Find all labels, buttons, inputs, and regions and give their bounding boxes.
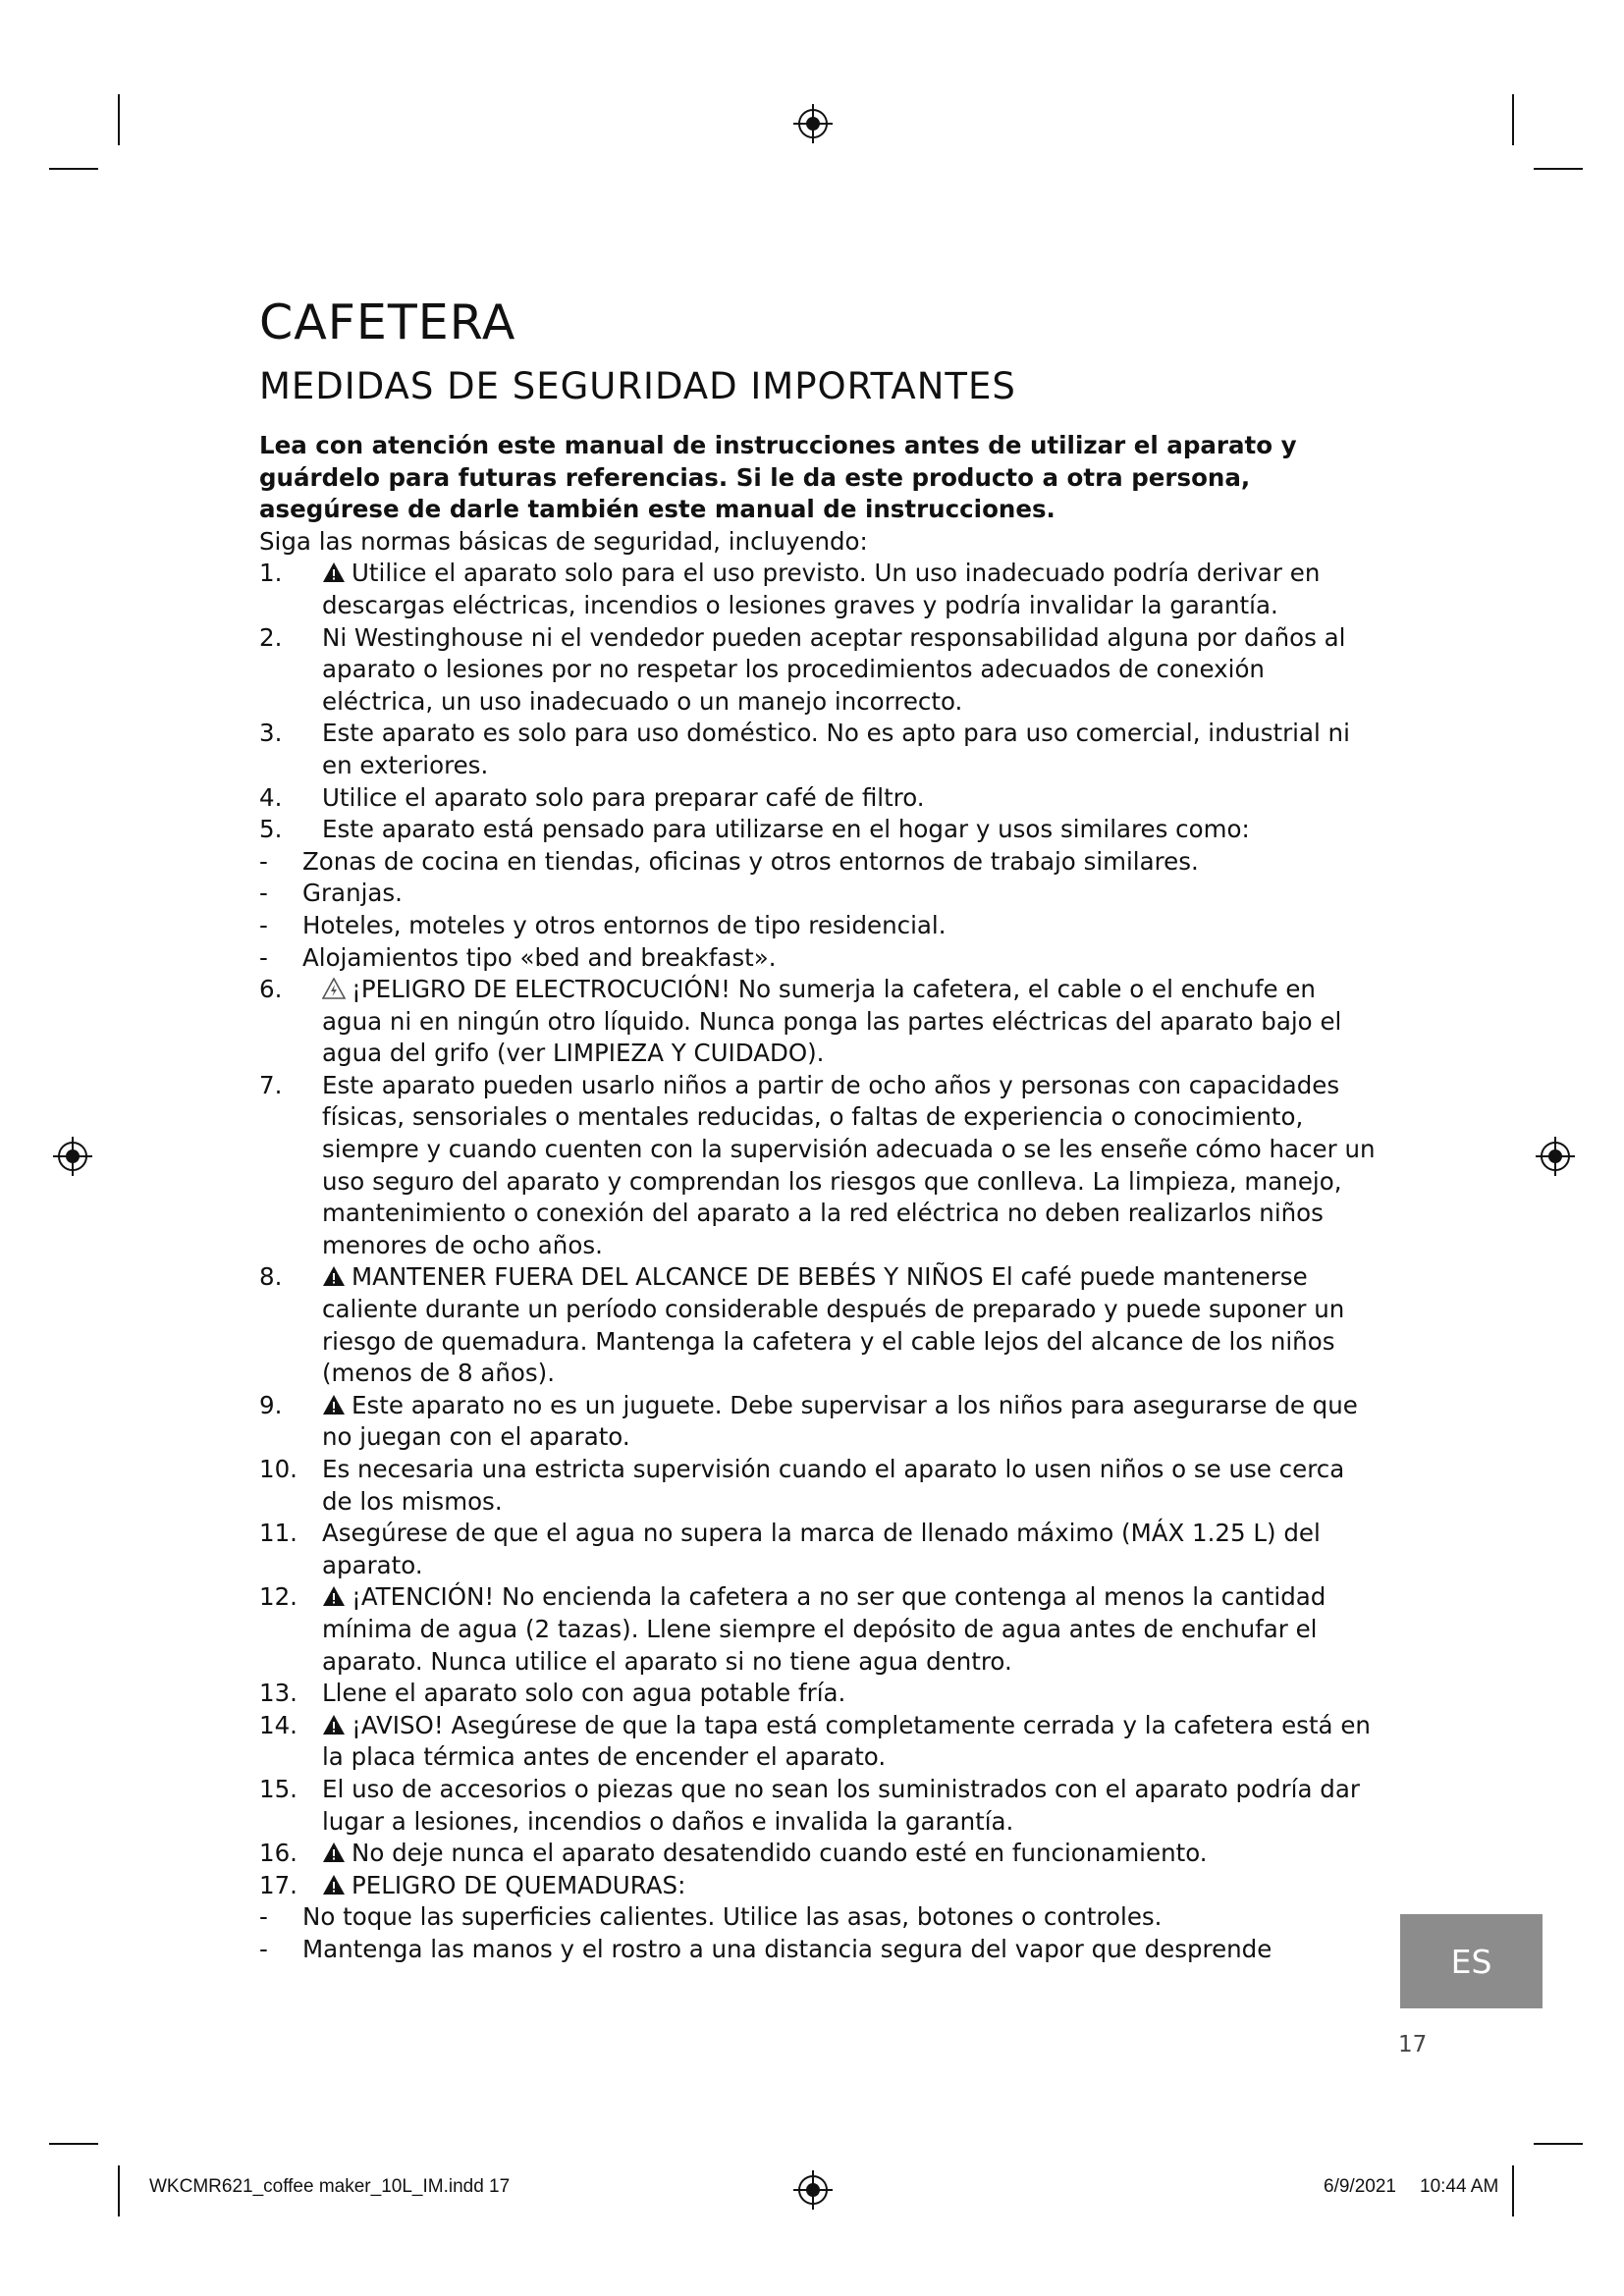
warning-icon bbox=[322, 1714, 346, 1735]
item-number: 12. bbox=[259, 1582, 298, 1612]
item-number: - bbox=[259, 1934, 268, 1963]
warning-icon bbox=[322, 1585, 346, 1607]
page-number: 17 bbox=[1398, 2032, 1428, 2057]
warning-icon bbox=[322, 1842, 346, 1863]
item-text: ¡PELIGRO DE ELECTROCUCIÓN! No sumerja la cafetera, el cable o el enchufe en agua ni en ningún otro líquido. Nunca ponga las partes eléctricas del aparato bajo el agua del grifo (ver LIMPIEZA Y CUIDADO). bbox=[322, 975, 1342, 1068]
item-text: Este aparato pueden usarlo niños a partir de ocho años y personas con capacidades físicas, sensoriales o mentales reducidas, o faltas de experiencia o conocimiento, siempre y cuando cuenten con la supervisión adecuada o se les enseñe cómo hacer un uso seguro del aparato y comprendan los riesgos que conlleva. La limpieza, manejo, mantenimiento o conexión del aparato a la red eléctrica no deben realizarlos niños menores de ocho años. bbox=[322, 1070, 1376, 1259]
bullet-item bbox=[259, 1901, 1379, 1934]
item-number: - bbox=[259, 942, 268, 972]
crop-mark-bottom-right-h bbox=[1534, 2143, 1583, 2145]
safety-list bbox=[259, 558, 1379, 1965]
item-text: No toque las superficies calientes. Utilice las asas, botones o controles. bbox=[302, 1902, 1163, 1932]
item-number: 13. bbox=[259, 1679, 298, 1708]
item-text: El uso de accesorios o piezas que no sean los suministrados con el aparato podría dar lugar a lesiones, incendios o daños e invalida la garantía. bbox=[322, 1774, 1360, 1836]
item-text: Alojamientos tipo «bed and breakfast». bbox=[302, 942, 777, 972]
list-item bbox=[259, 1774, 1379, 1838]
item-number: 1. bbox=[259, 559, 283, 588]
list-item bbox=[259, 814, 1379, 846]
item-number: 9. bbox=[259, 1390, 283, 1419]
item-number: - bbox=[259, 879, 268, 908]
item-text: Llene el aparato solo con agua potable fría. bbox=[322, 1679, 846, 1708]
warning-icon bbox=[322, 1874, 346, 1896]
item-text: Utilice el aparato solo para el uso previsto. Un uso inadecuado podría derivar en descargas eléctricas, incendios o lesiones graves y podría invalidar la garantía. bbox=[322, 559, 1321, 619]
bullet-item bbox=[259, 1934, 1379, 1966]
registration-mark-right-icon bbox=[1536, 1137, 1575, 1176]
crop-mark-top-right-h bbox=[1534, 168, 1583, 170]
list-item bbox=[259, 1678, 1379, 1710]
item-text: Hoteles, moteles y otros entornos de tipo residencial. bbox=[302, 910, 947, 939]
list-item bbox=[259, 558, 1379, 621]
list-item bbox=[259, 718, 1379, 781]
registration-mark-top-icon bbox=[793, 104, 833, 143]
registration-mark-bottom-icon bbox=[793, 2170, 833, 2210]
slug-date: 6/9/2021 bbox=[1324, 2176, 1396, 2197]
item-text: ¡ATENCIÓN! No encienda la cafetera a no ser que contenga al menos la cantidad mínima de agua (2 tazas). Llene siempre el depósito de agua antes de enchufar el aparato. Nunca utilice el aparato si no tiene agua dentro. bbox=[322, 1582, 1326, 1676]
item-number: 6. bbox=[259, 975, 283, 1004]
bullet-item bbox=[259, 846, 1379, 879]
list-item bbox=[259, 1581, 1379, 1678]
page-title: CAFETERA bbox=[259, 294, 516, 350]
item-text: MANTENER FUERA DEL ALCANCE DE BEBÉS Y NIÑOS El café puede mantenerse caliente durante un período considerable después de preparado y puede suponer un riesgo de quemadura. Mantenga la cafetera y el cable lejos del alcance de los niños (menos de 8 años). bbox=[322, 1262, 1345, 1388]
item-number: 11. bbox=[259, 1519, 298, 1548]
item-number: 16. bbox=[259, 1839, 298, 1868]
item-number: - bbox=[259, 910, 268, 939]
item-number: 17. bbox=[259, 1870, 298, 1899]
item-text: Zonas de cocina en tiendas, oficinas y otros entornos de trabajo similares. bbox=[302, 846, 1199, 876]
slug-file: WKCMR621_coffee maker_10L_IM.indd 17 bbox=[149, 2176, 511, 2197]
bullet-item bbox=[259, 878, 1379, 910]
list-item bbox=[259, 1518, 1379, 1581]
list-item bbox=[259, 1454, 1379, 1518]
crop-mark-bottom-left-v bbox=[118, 2165, 120, 2216]
item-number: - bbox=[259, 1902, 268, 1932]
safety-content bbox=[259, 430, 1379, 1966]
item-text: ¡AVISO! Asegúrese de que la tapa está completamente cerrada y la cafetera está en la placa térmica antes de encender el aparato. bbox=[322, 1710, 1371, 1772]
item-text: Ni Westinghouse ni el vendedor pueden aceptar responsabilidad alguna por daños al aparato o lesiones por no respetar los procedimientos adecuados de conexión eléctrica, un uso inadecuado o un manejo incorrecto. bbox=[322, 622, 1346, 716]
section-title: MEDIDAS DE SEGURIDAD IMPORTANTES bbox=[259, 365, 1016, 407]
item-text: Este aparato no es un juguete. Debe supervisar a los niños para asegurarse de que no juegan con el aparato. bbox=[322, 1390, 1358, 1452]
bullet-item bbox=[259, 942, 1379, 975]
list-item bbox=[259, 1838, 1379, 1870]
warning-icon bbox=[322, 1394, 346, 1415]
warning-icon bbox=[322, 1265, 346, 1287]
list-item bbox=[259, 1870, 1379, 1902]
item-number: 10. bbox=[259, 1455, 298, 1483]
crop-mark-top-right-v bbox=[1512, 94, 1514, 145]
item-number: 15. bbox=[259, 1774, 298, 1803]
intro-plain-paragraph: Siga las normas básicas de seguridad, incluyendo: bbox=[259, 526, 868, 556]
crop-mark-top-left-h bbox=[49, 168, 98, 170]
list-item bbox=[259, 1070, 1379, 1262]
item-text: Es necesaria una estricta supervisión cuando el aparato lo usen niños o se use cerca de los mismos. bbox=[322, 1455, 1345, 1516]
item-text: Este aparato está pensado para utilizarse en el hogar y usos similares como: bbox=[322, 815, 1250, 844]
item-text: Este aparato es solo para uso doméstico. No es apto para uso comercial, industrial ni en exteriores. bbox=[322, 719, 1350, 779]
list-item bbox=[259, 974, 1379, 1070]
crop-mark-top-left-v bbox=[118, 94, 120, 145]
slug-time: 10:44 AM bbox=[1420, 2176, 1499, 2197]
item-number: 5. bbox=[259, 815, 283, 844]
item-text: PELIGRO DE QUEMADURAS: bbox=[352, 1870, 686, 1899]
item-number: - bbox=[259, 846, 268, 876]
electric-hazard-icon bbox=[322, 978, 346, 999]
bullet-item bbox=[259, 910, 1379, 942]
list-item bbox=[259, 782, 1379, 815]
list-item bbox=[259, 1390, 1379, 1454]
item-text: No deje nunca el aparato desatendido cuando esté en funcionamiento. bbox=[352, 1839, 1208, 1868]
item-text: Mantenga las manos y el rostro a una distancia segura del vapor que desprende bbox=[302, 1934, 1272, 1963]
item-number: 2. bbox=[259, 622, 283, 652]
intro-bold-paragraph: Lea con atención este manual de instrucciones antes de utilizar el aparato y guárdelo para futuras referencias. Si le da este producto a otra persona, asegúrese de darle también este manual de instrucciones. bbox=[259, 431, 1297, 524]
item-number: 4. bbox=[259, 782, 283, 812]
registration-mark-left-icon bbox=[53, 1137, 92, 1176]
list-item bbox=[259, 622, 1379, 719]
list-item bbox=[259, 1710, 1379, 1774]
item-number: 3. bbox=[259, 719, 283, 748]
language-tab: ES bbox=[1400, 1914, 1543, 2008]
item-text: Granjas. bbox=[302, 879, 403, 908]
warning-icon bbox=[322, 561, 346, 583]
item-number: 7. bbox=[259, 1070, 283, 1099]
crop-mark-bottom-right-v bbox=[1512, 2165, 1514, 2216]
item-number: 14. bbox=[259, 1710, 298, 1739]
item-text: Asegúrese de que el agua no supera la marca de llenado máximo (MÁX 1.25 L) del aparato. bbox=[322, 1519, 1321, 1579]
item-number: 8. bbox=[259, 1262, 283, 1292]
crop-mark-bottom-left-h bbox=[49, 2143, 98, 2145]
list-item bbox=[259, 1261, 1379, 1389]
item-text: Utilice el aparato solo para preparar café de filtro. bbox=[322, 782, 925, 812]
